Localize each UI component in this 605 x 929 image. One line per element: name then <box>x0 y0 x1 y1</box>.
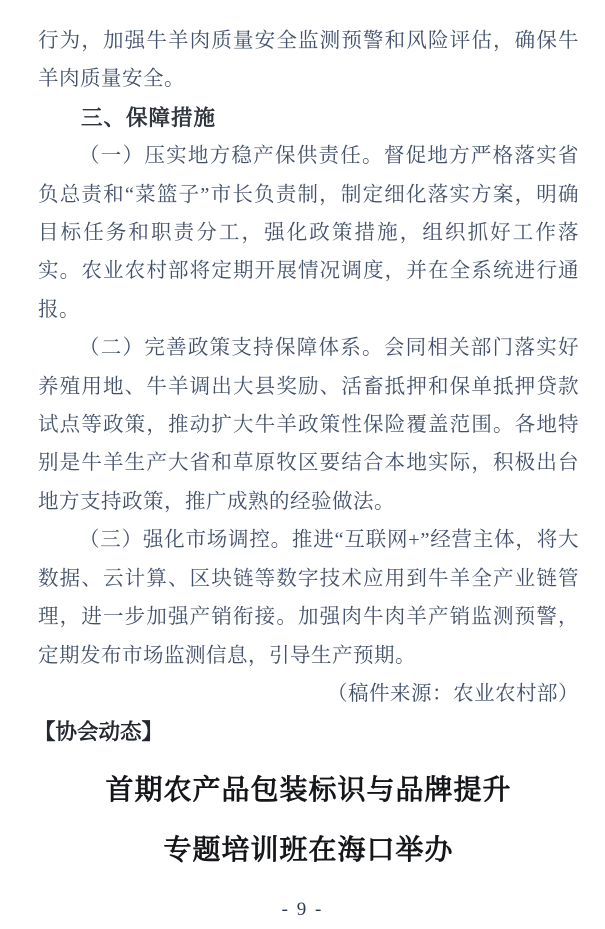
paragraph-1: （一）压实地方稳产保供责任。督促地方严格落实省负总责和“菜篮子”市长负责制，制定细化落实方案，明确目标任务和职责分工，强化政策措施，组织抓好工作落实。农业农村部将定期开展情况调度，并在全系统进行通报。 <box>38 145 579 321</box>
page-number: - 9 - <box>281 899 324 920</box>
source-note: （稿件来源：农业农村部） <box>327 682 579 705</box>
paragraph-continuation: 行为，加强牛羊肉质量安全监测预警和风险评估，确保牛羊肉质量安全。 <box>38 30 579 91</box>
paragraph-2: （二）完善政策支持保障体系。会同相关部门落实好养殖用地、牛羊调出大县奖励、活畜抵押和保单抵押贷款试点等政策，推动扩大牛羊政策性保险覆盖范围。各地特别是牛羊生产大省和草原牧区要结合本地实际，积极出台地方支持政策，推广成熟的经验做法。 <box>38 337 579 513</box>
section-heading: 三、保障措施 <box>81 105 217 130</box>
paragraph-3: （三）强化市场调控。推进“互联网+”经营主体，将大数据、云计算、区块链等数字技术应用到牛羊全产业链管理，进一步加强产销衔接。加强肉牛肉羊产销监测预警，定期发布市场监测信息，引导生产预期。 <box>38 529 579 667</box>
article-title-line1: 首期农产品包装标识与品牌提升 <box>105 773 512 805</box>
section-tag: 【协会动态】 <box>34 720 164 745</box>
article-title-line2: 专题培训班在海口举办 <box>163 833 454 865</box>
article-title <box>38 760 579 880</box>
